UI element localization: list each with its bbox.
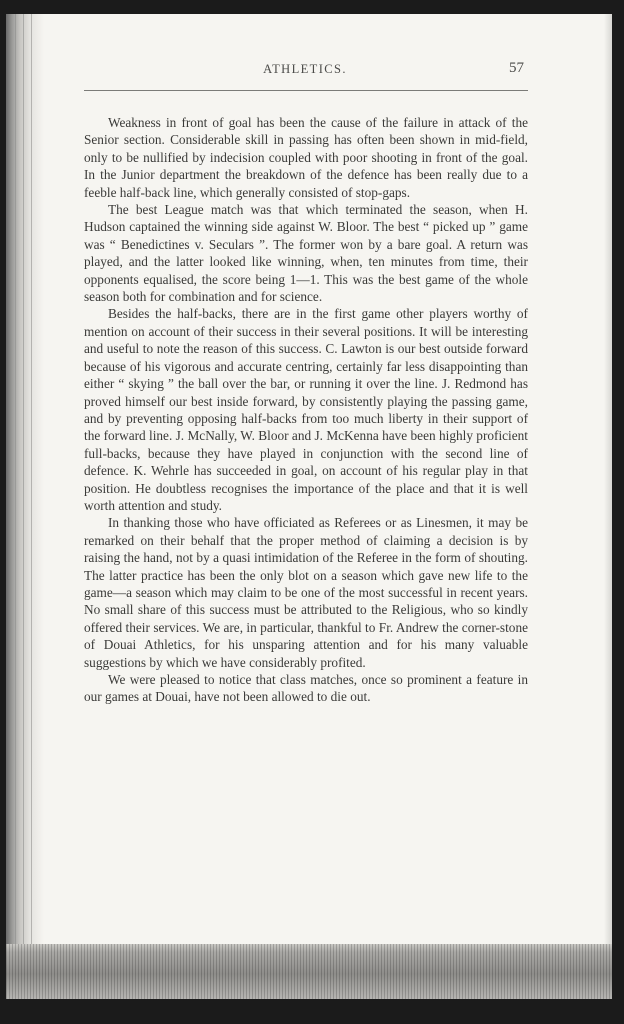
paragraph: Besides the half-backs, there are in the first game other players worthy of mention on account of their success in their several positions. It will be interesting and useful to note the reason of this success. C. Lawton is our best outside forward because of his vigorous and accurate centring, certainly far less disappointing than either “ skying ” the ball over the bar, or running it over the line. J. Redmond has proved himself our best inside forward, by consistently playing the passing game, and by preventing opposing half-backs from too much liberty in their support of the forward line. J. McNally, W. Bloor and J. McKenna have been highly proficient full-backs, because they have played in conjunction with the second line of defence. K. Wehrle has succeeded in goal, on account of his regular play in that position. He doubtless recognises the importance of the place and that it is well worth attention and study.	[84, 306, 528, 513]
header-rule	[84, 90, 528, 91]
gutter-line	[15, 14, 16, 999]
page-gutter-shadow	[6, 14, 44, 999]
paragraph: We were pleased to notice that class matches, once so prominent a feature in our games at Douai, have not been allowed to die out.	[84, 672, 528, 705]
page-number: 57	[509, 60, 524, 76]
running-head: ATHLETICS.	[263, 62, 347, 76]
gutter-line	[23, 14, 24, 999]
page-edge-shadow	[604, 14, 612, 999]
paragraph: In thanking those who have officiated as Referees or as Linesmen, it may be remarked on their behalf that the proper method of claiming a decision is by raising the hand, not by a quasi intimidation of the Referee in the form of shouting. The latter practice has been the only blot on a season which gave new life to the game—a season which may claim to be one of the most successful in recent years. No small share of this success must be attributed to the Religious, who so kindly offered their services. We are, in particular, thankful to Fr. Andrew the corner-stone of Douai Athletics, for his unsparing attention and for his many valuable suggestions by which we have considerably profited.	[84, 515, 528, 670]
gutter-line	[31, 14, 32, 999]
scan-artifact-band	[6, 944, 612, 999]
page-header	[84, 60, 526, 84]
paragraph: The best League match was that which terminated the season, when H. Hudson captained the winning side against W. Bloor. The best “ picked up ” game was “ Benedictines v. Seculars ”. The former won by a bare goal. A return was played, and the latter looked like winning, when, ten minutes from time, their opponents equalised, the score being 1—1. This was the best game of the whole season both for combination and for science.	[84, 202, 528, 305]
paragraph: Weakness in front of goal has been the cause of the failure in attack of the Senior section. Considerable skill in passing has often been shown in mid-field, only to be nullified by indecision coupled with poor shooting in front of the goal. In the Junior department the breakdown of the defence has been really due to a feeble half-back line, which generally consisted of stop-gaps.	[84, 115, 528, 200]
body-text	[84, 114, 528, 706]
